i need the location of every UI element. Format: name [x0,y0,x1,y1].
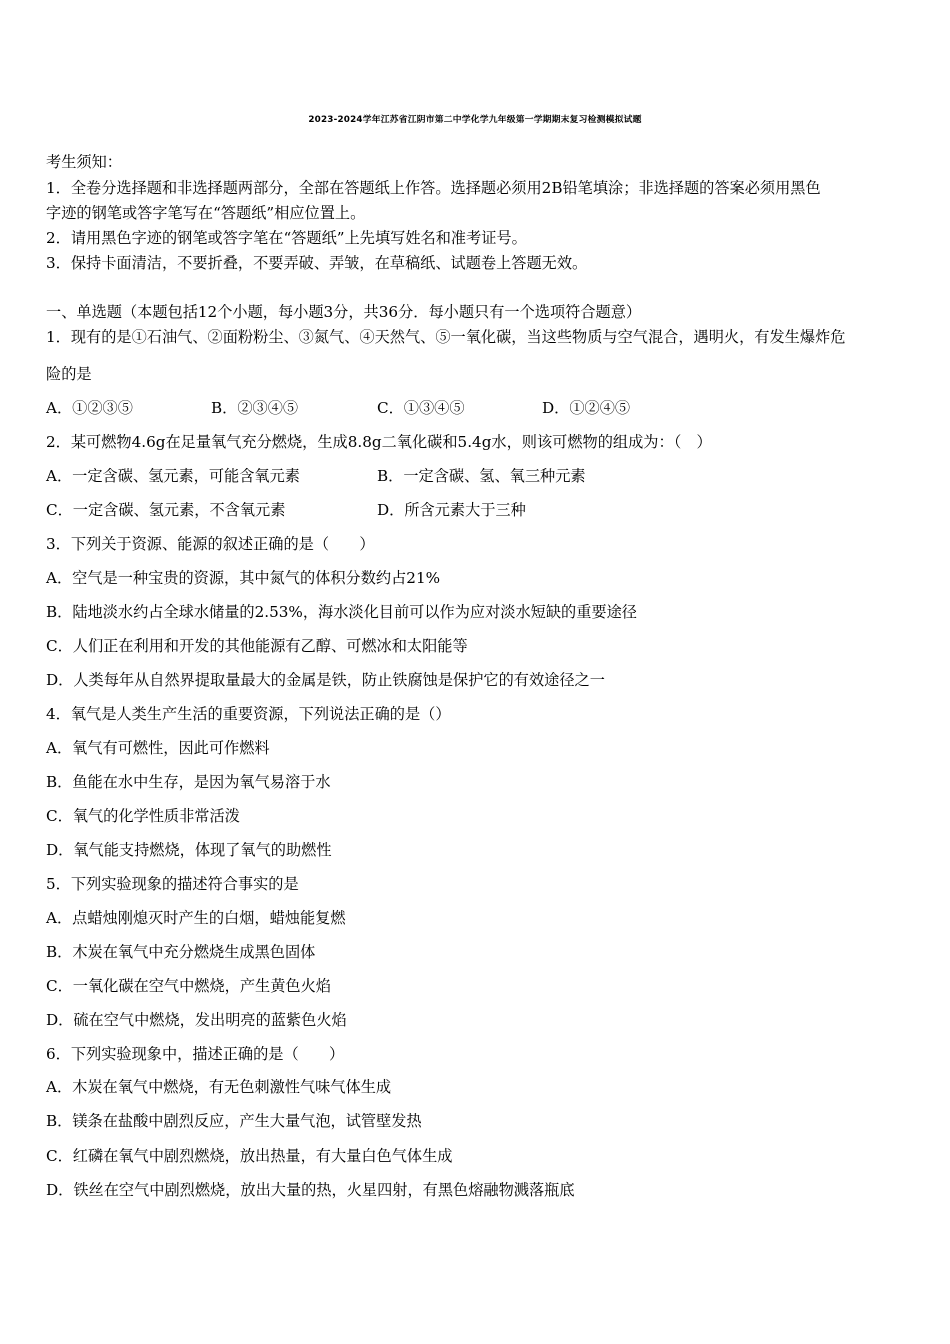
notice-item-2: 2．请用黑色字迹的钢笔或答字笔在“答题纸”上先填写姓名和准考证号。 [46,229,527,247]
question-5-stem: 5．下列实验现象的描述符合事实的是 [46,875,299,893]
question-5-option-a: A．点蜡烛刚熄灭时产生的白烟，蜡烛能复燃 [46,909,346,927]
question-3-option-b: B．陆地淡水约占全球水储量的2.53%，海水淡化目前可以作为应对淡水短缺的重要途径 [46,603,637,621]
notice-item-1: 1．全卷分选择题和非选择题两部分，全部在答题纸上作答。选择题必须用2B铅笔填涂；非选择题的答案必须用黑色 [46,179,821,197]
question-3-option-d: D．人类每年从自然界提取量最大的金属是铁，防止铁腐蚀是保护它的有效途径之一 [46,671,605,689]
question-2-option-b: B．一定含碳、氢、氧三种元素 [377,467,586,485]
question-1-option-d: D．①②④⑤ [542,399,631,417]
question-6-option-d: D．铁丝在空气中剧烈燃烧，放出大量的热，火星四射，有黑色熔融物溅落瓶底 [46,1181,575,1199]
question-2-stem: 2．某可燃物4.6g在足量氧气充分燃烧，生成8.8g二氧化碳和5.4g水，则该可燃物的组成为：（ ） [46,433,712,451]
notice-item-3: 3．保持卡面清洁，不要折叠，不要弄破、弄皱，在草稿纸、试题卷上答题无效。 [46,254,588,272]
question-3-option-c: C．人们正在利用和开发的其他能源有乙醇、可燃冰和太阳能等 [46,637,468,655]
question-4-option-b: B．鱼能在水中生存，是因为氧气易溶于水 [46,773,331,791]
question-1-stem-cont: 险的是 [46,365,92,383]
question-1-option-a: A．①②③⑤ [46,399,133,417]
question-5-option-d: D．硫在空气中燃烧，发出明亮的蓝紫色火焰 [46,1011,347,1029]
question-1-stem: 1．现有的是①石油气、②面粉粉尘、③氮气、④天然气、⑤一氧化碳，当这些物质与空气混合，遇明火，有发生爆炸危 [46,328,846,346]
question-6-option-b: B．镁条在盐酸中剧烈反应，产生大量气泡，试管壁发热 [46,1112,422,1130]
section-heading: 一、单选题（本题包括12个小题，每小题3分，共36分．每小题只有一个选项符合题意） [46,303,642,321]
exam-title: 2023-2024学年江苏省江阴市第二中学化学九年级第一学期期末复习检测模拟试题 [308,115,642,125]
question-2-option-a: A．一定含碳、氢元素，可能含氧元素 [46,467,300,485]
question-2-option-c: C．一定含碳、氢元素，不含氧元素 [46,501,286,519]
question-6-stem: 6．下列实验现象中，描述正确的是（ ） [46,1045,345,1063]
notice-item-1-cont: 字迹的钢笔或答字笔写在“答题纸”相应位置上。 [46,204,366,222]
question-3-stem: 3．下列关于资源、能源的叙述正确的是（ ） [46,535,375,553]
question-3-option-a: A．空气是一种宝贵的资源，其中氮气的体积分数约占21% [46,569,441,587]
question-5-option-b: B．木炭在氧气中充分燃烧生成黑色固体 [46,943,316,961]
question-1-option-c: C．①③④⑤ [377,399,465,417]
question-4-option-d: D．氧气能支持燃烧，体现了氧气的助燃性 [46,841,332,859]
question-1-option-b: B．②③④⑤ [211,399,299,417]
question-6-option-c: C．红磷在氧气中剧烈燃烧，放出热量，有大量白色气体生成 [46,1147,453,1165]
question-6-option-a: A．木炭在氧气中燃烧，有无色刺激性气味气体生成 [46,1078,392,1096]
question-4-option-c: C．氧气的化学性质非常活泼 [46,807,240,825]
question-2-option-d: D．所含元素大于三种 [377,501,526,519]
question-5-option-c: C．一氧化碳在空气中燃烧，产生黄色火焰 [46,977,331,995]
notice-heading: 考生须知： [46,153,122,171]
question-4-option-a: A．氧气有可燃性，因此可作燃料 [46,739,270,757]
question-4-stem: 4．氧气是人类生产生活的重要资源，下列说法正确的是（） [46,705,451,723]
